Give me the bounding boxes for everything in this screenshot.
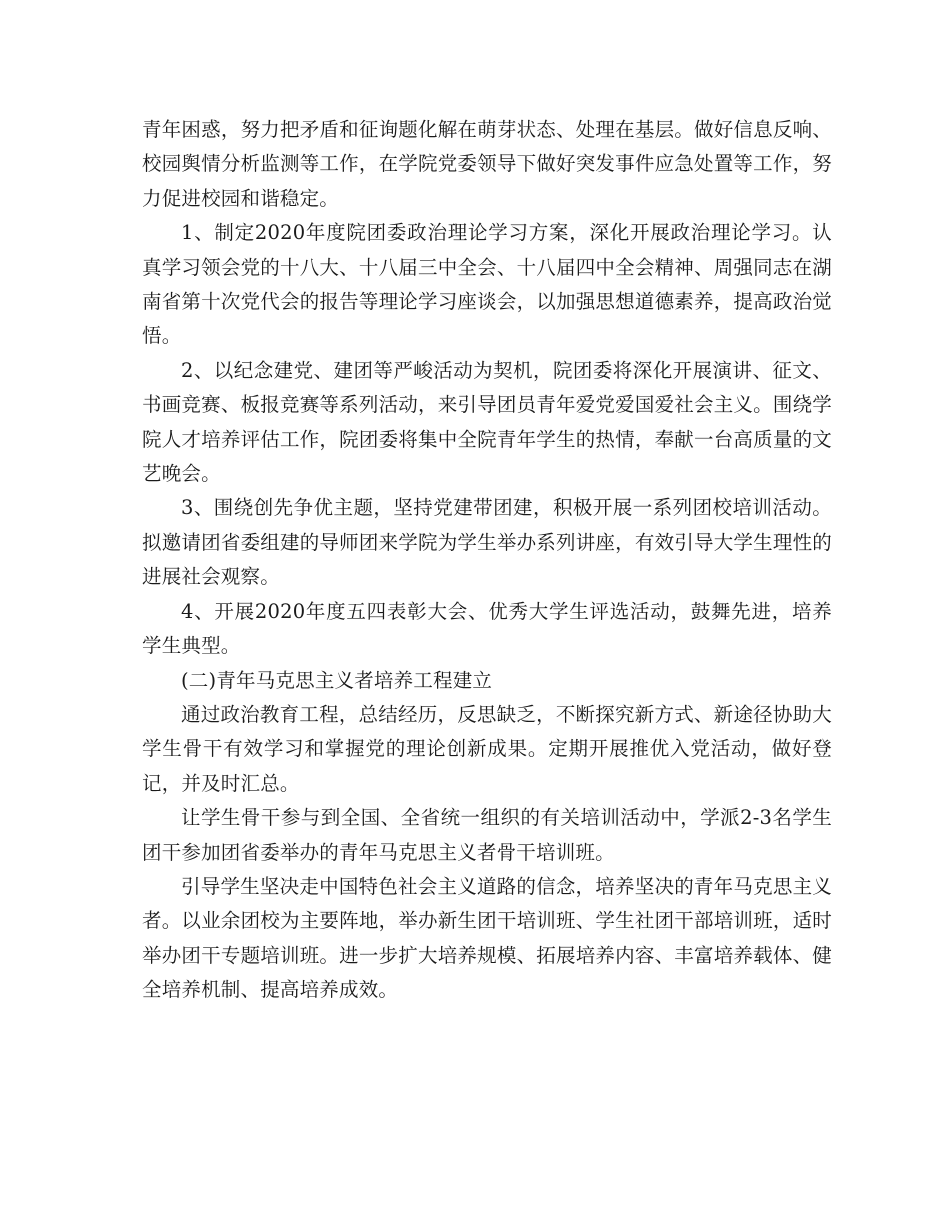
paragraph-item-4: 4、开展2020年度五四表彰大会、优秀大学生评选活动，鼓舞先进，培养学生典型。 (142, 599, 832, 658)
paragraph-item-3: 3、围绕创先争优主题，坚持党建带团建，积极开展一系列团校培训活动。拟邀请团省委组建的导师团来学院为学生举办系列讲座，有效引导大学生理性的进展社会观察。 (142, 496, 832, 589)
paragraph-continuation: 青年困惑，努力把矛盾和征询题化解在萌芽状态、处理在基层。做好信息反响、校园舆情分析监测等工作，在学院党委领导下做好突发事件应急处置等工作，努力促进校园和谐稳定。 (142, 118, 832, 210)
paragraph-item-2: 2、以纪念建党、建团等严峻活动为契机，院团委将深化开展演讲、征文、书画竞赛、板报竞赛等系列活动，来引导团员青年爱党爱国爱社会主义。围绕学院人才培养评估工作，院团委将集中全院青年学生的热情，奉献一台高质量的文艺晚会。 (142, 358, 832, 486)
paragraph-body-3: 引导学生坚决走中国特色社会主义道路的信念，培养坚决的青年马克思主义者。以业余团校为主要阵地，举办新生团干培训班、学生社团干部培训班，适时举办团干专题培训班。进一步扩大培养规模、拓展培养内容、丰富培养载体、健全培养机制、提高培养成效。 (142, 874, 832, 1002)
document-body (142, 113, 832, 1008)
paragraph-item-1: 1、制定2020年度院团委政治理论学习方案，深化开展政治理论学习。认真学习领会党的十八大、十八届三中全会、十八届四中全会精神、周强同志在湖南省第十次党代会的报告等理论学习座谈会，以加强思想道德素养，提高政治觉悟。 (142, 221, 832, 348)
section-heading: (二)青年马克思主义者培养工程建立 (181, 668, 493, 692)
paragraph-body-1: 通过政治教育工程，总结经历，反思缺乏，不断探究新方式、新途径协助大学生骨干有效学习和掌握党的理论创新成果。定期开展推优入党活动，做好登记，并及时汇总。 (142, 702, 832, 795)
paragraph-body-2: 让学生骨干参与到全国、全省统一组织的有关培训活动中，学派2-3名学生团干参加团省委举办的青年马克思主义者骨干培训班。 (142, 806, 832, 864)
